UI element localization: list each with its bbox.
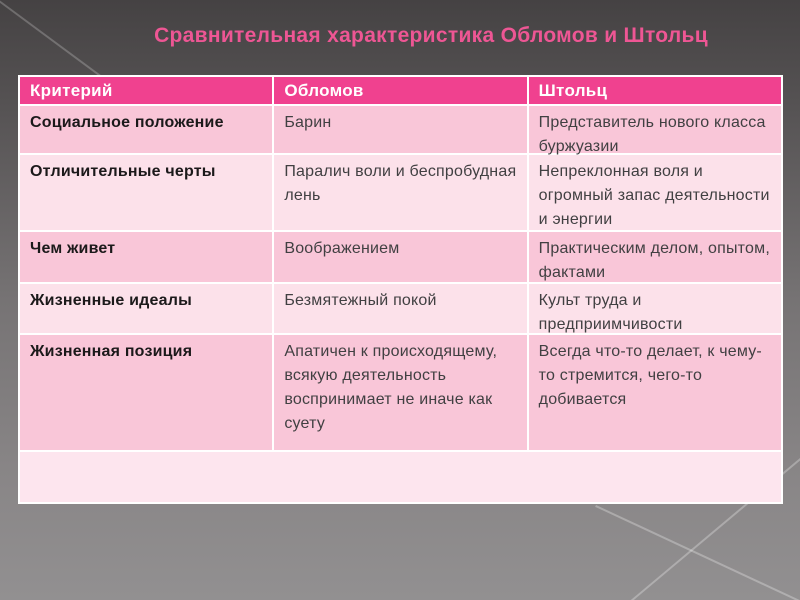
header-cell-stolz: Штольц [529,77,781,104]
cell-stolz: Всегда что-то делает, к чему-то стремится, чего-то добивается [529,335,781,450]
cell-oblomov: Безмятежный покой [274,284,526,333]
cell-oblomov: Паралич воли и беспробудная лень [274,155,526,230]
slide-title: Сравнительная характеристика Обломов и Штольц [154,24,708,47]
header-cell-oblomov: Обломов [274,77,526,104]
header-cell-criterion: Критерий [20,77,272,104]
cell-criterion: Отличительные черты [20,155,272,230]
cell-stolz: Культ труда и предприимчивости [529,284,781,333]
cell-criterion: Социальное положение [20,106,272,153]
cell-oblomov: Апатичен к происходящему, всякую деятельность воспринимает не иначе как суету [274,335,526,450]
diagonal-line-bottom-right-1 [595,505,800,600]
cell-oblomov: Воображением [274,232,526,282]
comparison-table [18,75,783,504]
cell-criterion: Жизненная позиция [20,335,272,450]
cell-criterion: Жизненные идеалы [20,284,272,333]
empty-row [20,452,781,502]
cell-criterion: Чем живет [20,232,272,282]
cell-oblomov: Барин [274,106,526,153]
cell-stolz: Непреклонная воля и огромный запас деятельности и энергии [529,155,781,230]
cell-stolz: Представитель нового класса буржуазии [529,106,781,153]
cell-stolz: Практическим делом, опытом, фактами [529,232,781,282]
